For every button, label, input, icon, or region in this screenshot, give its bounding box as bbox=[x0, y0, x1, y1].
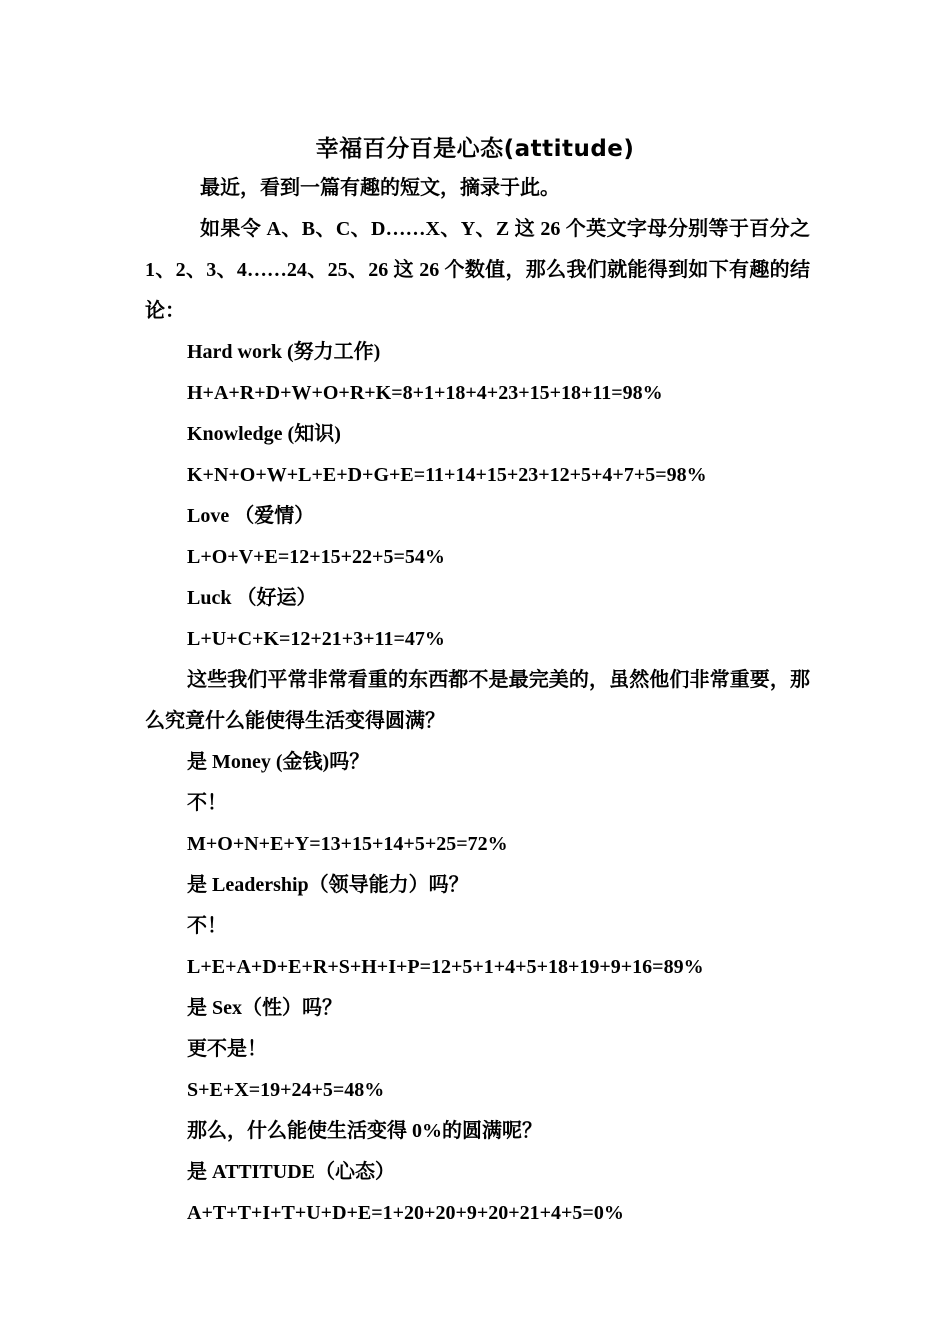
formula-knowledge: K+N+O+W+L+E+D+G+E=11+14+15+23+12+5+4+7+5=98% bbox=[187, 464, 707, 486]
question-sex: 是 Sex（性）吗？ bbox=[187, 997, 342, 1019]
document-body bbox=[145, 168, 810, 1234]
word-love: Love （爱情） bbox=[187, 505, 315, 527]
question-final: 那么，什么能使生活变得 0%的圆满呢？ bbox=[187, 1120, 542, 1142]
word-luck: Luck （好运） bbox=[187, 587, 317, 609]
document-title: 幸福百分百是心态(attitude) bbox=[315, 136, 635, 162]
answer-no-2: 不！ bbox=[187, 915, 227, 937]
word-knowledge: Knowledge (知识) bbox=[187, 423, 341, 445]
question-leadership: 是 Leadership（领导能力）吗？ bbox=[187, 874, 469, 896]
formula-sex: S+E+X=19+24+5=48% bbox=[187, 1079, 385, 1101]
answer-even-less: 更不是！ bbox=[187, 1038, 267, 1060]
formula-luck: L+U+C+K=12+21+3+11=47% bbox=[187, 628, 445, 650]
premise-paragraph: 如果令 A、B、C、D……X、Y、Z 这 26 个英文字母分别等于百分之 1、2、3、4……24、25、26 这 26 个数值，那么我们就能得到如下有趣的结论： bbox=[145, 218, 810, 322]
answer-attitude: 是 ATTITUDE（心态） bbox=[187, 1161, 395, 1183]
formula-money: M+O+N+E+Y=13+15+14+5+25=72% bbox=[187, 833, 508, 855]
formula-hard-work: H+A+R+D+W+O+R+K=8+1+18+4+23+15+18+11=98% bbox=[187, 382, 663, 404]
question-money: 是 Money (金钱)吗？ bbox=[187, 751, 370, 773]
intro-paragraph: 最近，看到一篇有趣的短文，摘录于此。 bbox=[200, 177, 560, 199]
formula-attitude: A+T+T+I+T+U+D+E=1+20+20+9+20+21+4+5=0% bbox=[187, 1202, 624, 1224]
formula-leadership: L+E+A+D+E+R+S+H+I+P=12+5+1+4+5+18+19+9+16=89% bbox=[187, 956, 704, 978]
word-hard-work: Hard work (努力工作) bbox=[187, 341, 381, 363]
formula-love: L+O+V+E=12+15+22+5=54% bbox=[187, 546, 445, 568]
answer-no-1: 不！ bbox=[187, 792, 227, 814]
question-paragraph: 这些我们平常非常看重的东西都不是最完美的，虽然他们非常重要，那么究竟什么能使得生活变得圆满？ bbox=[145, 669, 810, 732]
